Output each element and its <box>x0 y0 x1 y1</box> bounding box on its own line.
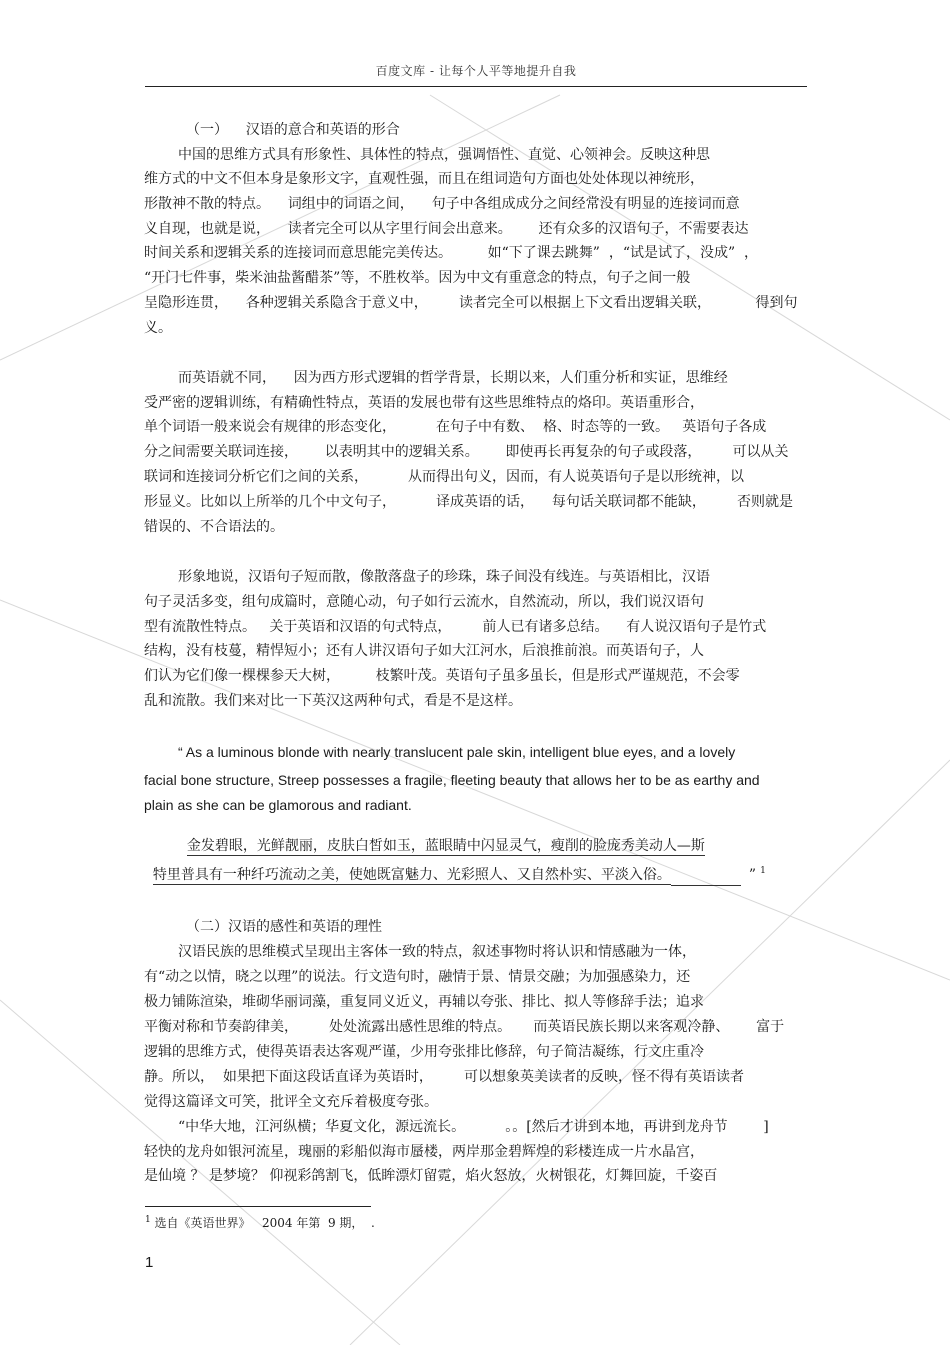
paragraph-line: 时间关系和逻辑关系的连接词而意思能完美传达。 如“下了课去跳舞” ，“试是试了，没成” ， <box>144 245 759 261</box>
english-quote-line: facial bone structure, Streep possesses a fragile, fleeting beauty that allows her to be as earthy and <box>144 772 760 788</box>
paragraph-line: 句子灵活多变，组句成篇时，意随心动，句子如行云流水，自然流动，所以，我们说汉语句 <box>144 594 704 610</box>
footnote-ref: 1 <box>760 866 766 876</box>
paragraph-line: 轻快的龙舟如银河流星，瑰丽的彩船似海市蜃楼，两岸那金碧辉煌的彩楼连成一片水晶宫， <box>144 1144 704 1160</box>
english-quote-line: plain as she can be glamorous and radiant. <box>144 797 412 813</box>
paragraph-line: 单个词语一般来说会有规律的形态变化， 在句子中有数、 格、时态等的一致。 英语句子各成 <box>144 419 767 435</box>
closing-quote: ” <box>748 866 757 883</box>
paragraph-line: 分之间需要关联词连接， 以表明其中的逻辑关系。 即使再长再复杂的句子或段落， 可以从关 <box>144 444 789 460</box>
paragraph-line: 而英语就不同， 因为西方形式逻辑的哲学背景，长期以来，人们重分析和实证，思维经 <box>178 370 728 386</box>
paragraph-line: “开门七件事，柴米油盐酱醋茶”等，不胜枚举。因为中文有重意念的特点，句子之间一般 <box>144 270 691 286</box>
page-header: 百度文库 - 让每个人平等地提升自我 <box>375 64 577 78</box>
paragraph-line: 乱和流散。我们来对比一下英汉这两种句式，看是不是这样。 <box>144 693 522 709</box>
english-quote-line: “ As a luminous blonde with nearly translucent pale skin, intelligent blue eyes, and a lovely <box>178 744 736 760</box>
paragraph-line: 形散神不散的特点。 词组中的词语之间， 句子中各组成成分之间经常没有明显的连接词而意 <box>144 196 740 212</box>
page-number: 1 <box>145 1254 154 1271</box>
underlined-translation: 特里普具有一种纤巧流动之美，使她既富魅力、光彩照人、又自然朴实、平淡入俗。 <box>152 866 671 883</box>
paragraph-line: 逻辑的思维方式，使得英语表达客观严谨，少用夸张排比修辞，句子简洁凝练，行文庄重冷 <box>144 1044 704 1060</box>
paragraph-line: 联词和连接词分析它们之间的关系， 从而得出句义，因而，有人说英语句子是以形统神，以 <box>144 469 745 485</box>
paragraph-line: 义。 <box>144 320 172 336</box>
footnote-text: 选自《英语世界》 2004 年第 9 期， . <box>150 1216 375 1230</box>
footnote-divider <box>145 1206 371 1207</box>
paragraph-line: 中国的思维方式具有形象性、具体性的特点，强调悟性、直觉、心领神会。反映这种思 <box>178 147 710 163</box>
underline-extension <box>671 866 741 886</box>
chinese-translation-line <box>144 844 784 886</box>
paragraph-line: 平衡对称和节奏韵律美， 处处流露出感性思维的特点。 而英语民族长期以来客观冷静、 富于 <box>144 1019 785 1035</box>
paragraph-line: 是仙境 ？ 是梦境？ 仰视彩鸽割飞，低眸漂灯留霓，焰火怒放，火树银花，灯舞回旋，千姿百 <box>144 1168 718 1184</box>
footnote <box>145 1214 375 1231</box>
paragraph-line: 们认为它们像一棵棵参天大树， 枝繁叶茂。英语句子虽多虽长，但是形式严谨规范，不会零 <box>144 668 740 684</box>
paragraph-line: “中华大地，江河纵横；华夏文化，源远流长。 。。[然后才讲到本地，再讲到龙舟节 ] <box>178 1119 769 1135</box>
paragraph-line: 有“动之以情，晓之以理”的说法。行文造句时，融情于景、情景交融；为加强感染力，还 <box>144 969 691 985</box>
paragraph-line: 型有流散性特点。 关于英语和汉语的句式特点， 前人已有诸多总结。 有人说汉语句子是竹式 <box>144 619 767 635</box>
underlined-translation: 金发碧眼，光鲜靓丽，皮肤白皙如玉，蓝眼睛中闪显灵气，瘦削的脸庞秀美动人—斯 <box>186 838 705 854</box>
paragraph-line: 呈隐形连贯， 各种逻辑关系隐含于意义中， 读者完全可以根据上下文看出逻辑关联， 得到句 <box>144 295 798 311</box>
footnote-number: 1 <box>145 1215 151 1225</box>
paragraph-line: 极力铺陈渲染，堆砌华丽词藻，重复同义近义，再辅以夸张、排比、拟人等修辞手法；追求 <box>144 994 704 1010</box>
paragraph-line: 觉得这篇译文可笑，批评全文充斥着极度夸张。 <box>144 1094 438 1110</box>
paragraph-line: 静。所以， 如果把下面这段话直译为英语时， 可以想象英美读者的反映，怪不得有英语读者 <box>144 1069 745 1085</box>
paragraph-line: 错误的、不合语法的。 <box>144 519 284 535</box>
section-heading: （一） 汉语的意合和英语的形合 <box>186 122 400 138</box>
paragraph-line: 结构，没有枝蔓，精悍短小；还有人讲汉语句子如大江河水，后浪推前浪。而英语句子，人 <box>144 643 704 659</box>
section-heading: （二）汉语的感性和英语的理性 <box>186 919 382 935</box>
paragraph-line: 义自现，也就是说， 读者完全可以从字里行间会出意来。 还有众多的汉语句子，不需要表达 <box>144 221 749 237</box>
paragraph-line: 汉语民族的思维模式呈现出主客体一致的特点，叙述事物时将认识和情感融为一体， <box>178 944 696 960</box>
paragraph-line: 形显义。比如以上所举的几个中文句子， 译成英语的话， 每句话关联词都不能缺， 否则就是 <box>144 494 794 510</box>
paragraph-line: 形象地说，汉语句子短而散，像散落盘子的珍珠，珠子间没有线连。与英语相比，汉语 <box>178 569 710 585</box>
header-divider <box>145 86 807 87</box>
paragraph-line: 受严密的逻辑训练，有精确性特点，英语的发展也带有这些思维特点的烙印。英语重形合， <box>144 395 704 411</box>
paragraph-line: 维方式的中文不但本身是象形文字，直观性强，而且在组词造句方面也处处体现以神统形， <box>144 171 704 187</box>
